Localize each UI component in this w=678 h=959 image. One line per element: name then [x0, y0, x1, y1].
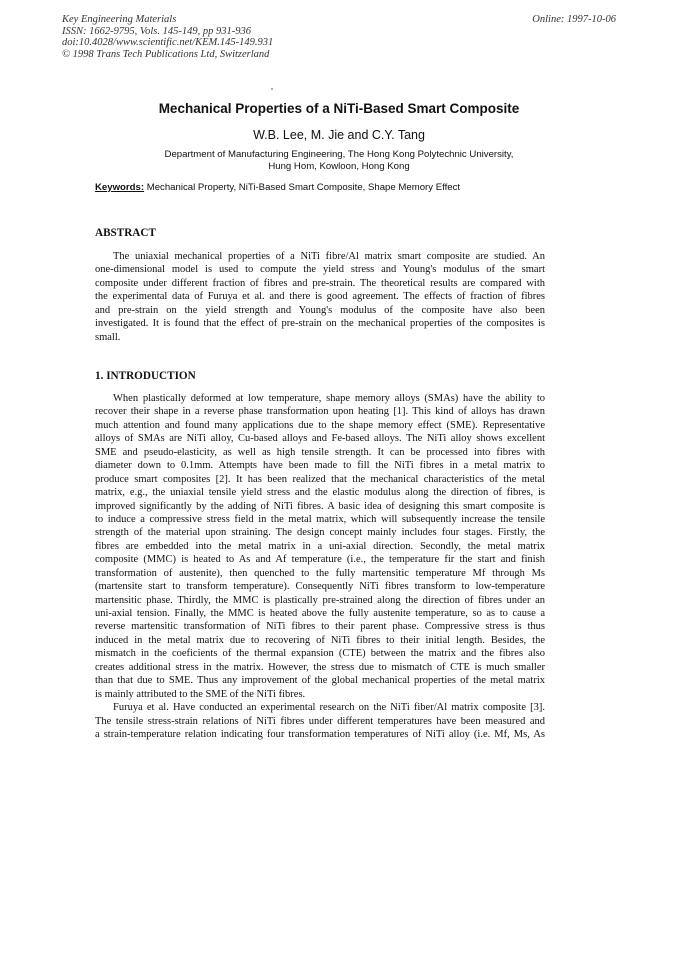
doi-line: doi:10.4028/www.scientific.net/KEM.145-149.931 [62, 37, 274, 48]
intro-line: uni-axial tension. Finally, the MMC is heated above the fully austenite temperature, so as to cause a [95, 608, 545, 619]
intro-line: induced in the metal matrix due to recovering of NiTi fibres to their initial length. Besides, the [95, 634, 545, 646]
intro-line: The tensile stress-strain relations of NiTi fibres under different temperatures have been measured and [95, 715, 545, 727]
journal-info [62, 14, 273, 60]
abstract-line: small. [95, 331, 121, 343]
abstract-line: the experimental data of Furuya et al. and there is good agreement. The effects of fraction of fibres [95, 291, 545, 303]
journal-name: Key Engineering Materials [62, 14, 177, 25]
intro-line: reverse martensitic transformation of NiTi fibres to their parent phase. Compressive stress is thus [95, 621, 545, 633]
intro-line: creates additional stress in the matrix. However, the stress due to mismatch of CTE is much smaller [95, 661, 545, 673]
intro-line: martensitic phase. Thirdly, the MMC is plastically pre-strained along the direction of fibres under an [95, 594, 545, 606]
abstract-line: composite under different fraction of fibres and pre-strain. The theoretical results are compared with [95, 277, 545, 289]
intro-line: recover their shape in a reverse phase transformation upon heating [1]. This kind of alloys has drawn [95, 406, 545, 418]
intro-line: mismatch in the coeficients of the thermal expansion (CTE) between the matrix and the fibres also [95, 648, 545, 660]
abstract-line: The uniaxial mechanical properties of a NiTi fibre/Al matrix smart composite are studied. An [113, 251, 545, 262]
copyright-line: © 1998 Trans Tech Publications Ltd, Switzerland [62, 48, 270, 60]
intro-line: Furuya et al. Have conducted an experimental research on the NiTi fiber/Al matrix composite [3]. [113, 702, 545, 714]
abstract-line: and pre-strain on the yield strength and Young's modulus of the composite have also been [95, 304, 545, 316]
keywords [95, 182, 655, 193]
issn-line: ISSN: 1662-9795, Vols. 145-149, pp 931-936 [62, 25, 251, 37]
intro-line: transformation of austenite), then quenched to the fully martensitic temperature Mf through Ms [95, 567, 545, 579]
introduction-body [95, 392, 545, 741]
paper-title: Mechanical Properties of a NiTi-Based Smart Composite [158, 101, 520, 116]
abstract-heading: ABSTRACT [95, 227, 156, 239]
intro-line: improved significantly by the adding of NiTi fibres. A basic idea of designing this smart composite is [95, 500, 545, 512]
abstract-line: investigated. It is found that the effect of pre-strain on the mechanical properties of the composites is [95, 318, 545, 330]
intro-line: much attention and found many applications due to the shape memory effect (SME). Representative [95, 419, 545, 431]
keywords-text: Mechanical Property, NiTi-Based Smart Composite, Shape Memory Effect [146, 182, 461, 193]
intro-line: matrix, e.g., the uniaxial tensile yield stress and the elastic modulus along the direction of fibres, is [95, 487, 545, 499]
introduction-heading: 1. INTRODUCTION [95, 370, 196, 382]
scan-speck [271, 88, 273, 90]
abstract-body [95, 250, 545, 344]
affiliation-line: Department of Manufacturing Engineering, The Hong Kong Polytechnic University, [164, 149, 514, 160]
abstract-line: one-dimensional model is used to compute the yield stress and Young's modulus of the smart [95, 264, 545, 276]
intro-line: than that due to SME. Thus any improvement of the global mechanical properties of the metal matrix [95, 675, 545, 687]
intro-line: SME and pseudo-elasticity, as well as high tensile strength. It can be processed into fibres with [95, 446, 545, 458]
affiliation [0, 149, 678, 173]
intro-line: alloys of SMAs are NiTi alloy, Cu-based alloys and Fe-based alloys. The NiTi alloy shows excellent [95, 433, 545, 445]
keywords-label: Keywords: [95, 182, 145, 193]
intro-line: When plastically deformed at low temperature, shape memory alloys (SMAs) have the ability to [113, 393, 545, 404]
intro-line: composite (MMC) is heated to As and Af temperature (i.e., the temperature fir the start and finish [95, 554, 545, 566]
intro-line: a strain-temperature relation indicating four transformation temperatures of NiTi alloy (i.e. Mf, Ms, As [95, 728, 545, 740]
intro-line: fibres are embedded into the metal matrix in a uni-axial direction. Secondly, the metal matrix [95, 540, 545, 552]
intro-line: is mainly attributed to the SME of the NiTi fibres. [95, 688, 306, 700]
intro-line: (martensite start to transform temperature). Consequently NiTi fibres transform to low-temperature [95, 581, 545, 593]
author-list: W.B. Lee, M. Jie and C.Y. Tang [253, 128, 425, 142]
intro-line: strength of the material upon straining. The design concept mainly includes four stages. Firstly, the [95, 527, 545, 539]
intro-line: diameter down to 0.1mm. Attempts have been made to fill the NiTi fibres in a metal matrix to [95, 460, 545, 472]
intro-line: to induce a compressive stress field in the metal matrix, which will subsequently increase the tensile [95, 513, 545, 525]
intro-line: produce smart composites [2]. It has been realized that the mechanical characteristics of the metal [95, 473, 545, 485]
affiliation-line: Hung Hom, Kowloon, Hong Kong [268, 161, 410, 172]
online-date: Online: 1997-10-06 [532, 14, 616, 25]
